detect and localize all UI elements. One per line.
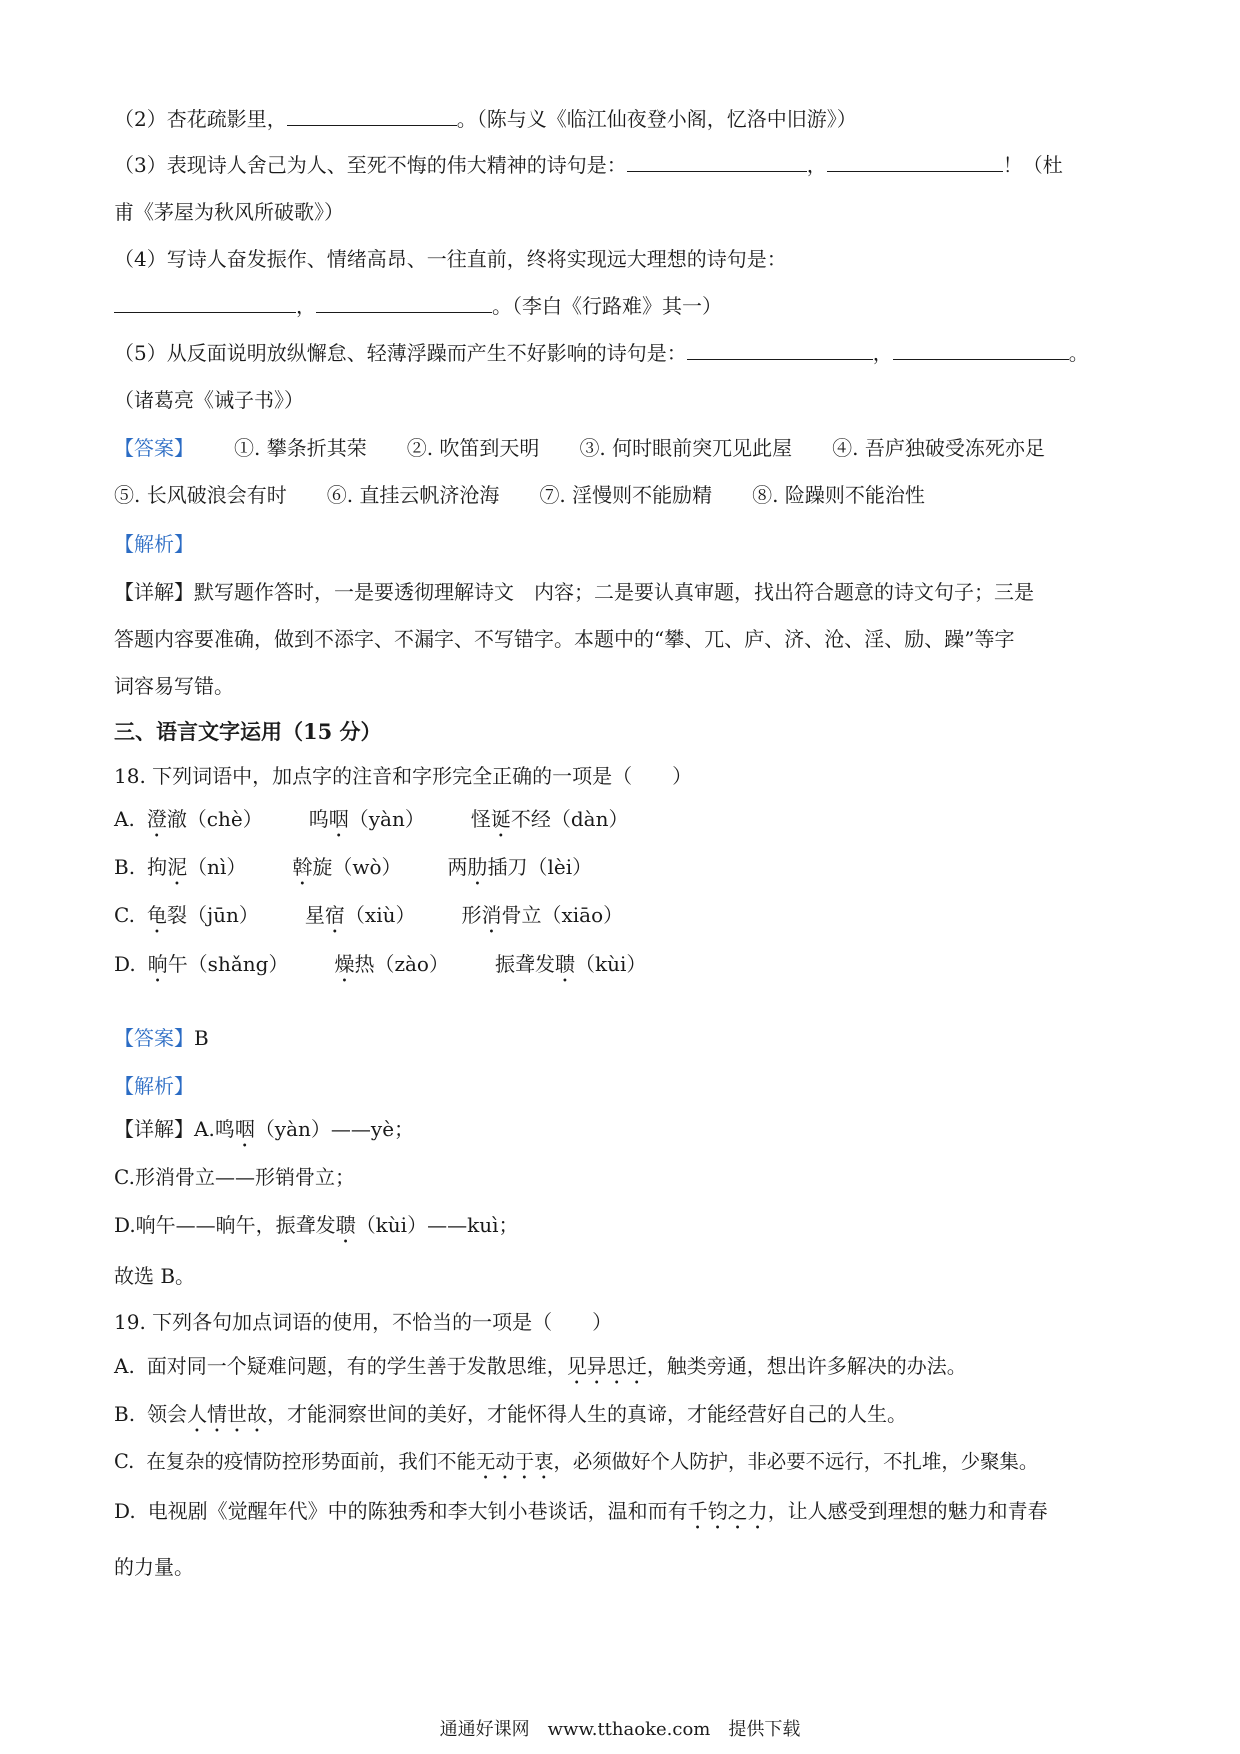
answer-blank [893,341,1069,360]
q19-option-d-cont: 的力量。 [114,1555,194,1579]
option-label: A. [114,807,135,831]
detail-text: 【详解】A.鸣咽（yàn）——yè； [114,1117,415,1141]
q19-option-b: B. 领会人情世故，才能洞察世间的美好，才能怀得人生的真谛，才能经营好自己的人生。 [114,1402,908,1426]
dotted-char: 燥 [334,952,355,976]
item-text: （2）杏花疏影里， [114,107,287,131]
answer-tag: 【答案】 [114,436,194,460]
section-heading: 三、语言文字运用（15 分） [114,719,382,744]
dotted-char: 聩 [335,1213,356,1237]
q17-item-4: （4）写诗人奋发振作、情绪高昂、一往直前，终将实现远大理想的诗句是： [114,247,787,271]
answer-blank [627,153,807,172]
option-label: D. [114,952,136,976]
dotted-char: 诞 [490,807,511,831]
answer-item: ②. 吹笛到天明 [406,436,540,460]
answer-blank [287,107,457,126]
answer-blank [687,341,873,360]
dotted-char: 泥 [167,855,188,879]
q19-option-d: D. 电视剧《觉醒年代》中的陈独秀和李大钊小巷谈话，温和而有千钧之力，让人感受到理想的魅力和青春 [114,1499,1048,1523]
q19-option-c: C. 在复杂的疫情防控形势面前，我们不能无动于衷，必须做好个人防护，非必要不远行，不扎堆，少聚集。 [114,1450,1039,1473]
dotted-char: 晌 [147,952,168,976]
answer-item: ③. 何时眼前突兀见此屋 [579,436,793,460]
option-label: B. [114,855,136,879]
q17-item-2 [114,105,1130,133]
q18-answer [114,1024,1130,1052]
dotted-char: 咽 [234,1117,255,1141]
conclusion-text: 故选 B。 [114,1264,196,1288]
dotted-char: 宿 [324,903,345,927]
dotted-phrase: 千钧之力 [687,1499,768,1523]
answer-blank [316,294,492,313]
detail-text: D.响午——晌午，振聋发聩（kùi）——kuì； [114,1213,519,1237]
q17-answers-row-2 [114,481,1130,509]
item-text: （3）表现诗人舍己为人、至死不悔的伟大精神的诗句是： [114,153,627,177]
answer-item: ⑧. 险躁则不能治性 [752,483,925,507]
option-label: C. [114,903,135,927]
q17-item-5 [114,339,1130,367]
q18-option-c: C. 龟裂（jūn） 星宿（xiù） 形消骨立（xiāo） [114,903,624,927]
option-label: B. [114,1402,136,1426]
q17-item-5-source: （诸葛亮《诫子书》） [114,388,304,412]
item-text: （5）从反面说明放纵懈怠、轻薄浮躁而产生不好影响的诗句是： [114,341,687,365]
dotted-char: 消 [481,903,502,927]
item-source: ！（杜 [1002,153,1063,177]
q18-option-b: B. 拘泥（nì） 斡旋（wò） 两肋插刀（lèi） [114,855,593,879]
dotted-char: 聩 [554,952,575,976]
dotted-phrase: 人情世故 [187,1402,268,1426]
comma: ， [296,294,316,318]
dotted-char: 斡 [292,855,313,879]
q19-option-a: A. 面对同一个疑难问题，有的学生善于发散思维，见异思迁，触类旁通，想出许多解决的办法。 [114,1354,967,1378]
detail-text: 【详解】默写题作答时，一是要透彻理解诗文 内容；二是要认真审题，找出符合题意的诗文句子；三是 [114,580,1034,604]
answer-blank [114,294,296,313]
period: 。 [1068,341,1089,365]
option-label: A. [114,1354,135,1378]
comma: ， [806,153,827,177]
dotted-char: 肋 [467,855,488,879]
dotted-char: 澄 [146,807,167,831]
dotted-char: 龟 [146,903,167,927]
answer-item: ⑥. 直挂云帆济沧海 [326,483,500,507]
option-label: C. [114,1450,135,1473]
q18-option-a: A. 澄澈（chè） 呜咽（yàn） 怪诞不经（dàn） [114,807,629,831]
analysis-tag: 【解析】 [114,1074,194,1098]
answer-tag: 【答案】 [114,1026,194,1050]
detail-text: C.形消骨立——形销骨立； [114,1165,355,1189]
dotted-char: 咽 [328,807,349,831]
item-source: 。（李白《行路难》其一） [492,294,722,318]
analysis-tag: 【解析】 [114,532,194,556]
answer-item: ①. 攀条折其荣 [234,436,367,460]
answer-item: ⑦. 淫慢则不能励精 [539,483,713,507]
page-footer: 通通好课网 www.tthaoke.com 提供下载 [439,1719,801,1740]
item-source: 。（陈与义《临江仙夜登小阁，忆洛中旧游》） [456,107,857,131]
detail-text: 词容易写错。 [114,674,234,698]
q19-stem: 19. 下列各句加点词语的使用，不恰当的一项是（ ） [114,1310,613,1334]
answer-item: ⑤. 长风破浪会有时 [114,483,287,507]
option-label: D. [114,1499,136,1523]
detail-text: 答题内容要准确，做到不添字、不漏字、不写错字。本题中的“攀、兀、庐、济、沧、淫、励、躁”等字 [114,627,1015,651]
answer-blank [827,153,1003,172]
answer-value: B [194,1026,209,1050]
q17-answers-row-1 [114,434,1130,462]
answer-item: ④. 吾庐独破受冻死亦足 [832,436,1045,460]
q18-option-d: D. 晌午（shǎng） 燥热（zào） 振聋发聩（kùi） [114,952,647,976]
q17-item-3-cont: 甫《茅屋为秋风所破歌》） [114,200,344,224]
q17-item-4-blanks [114,292,1130,320]
q18-stem: 18. 下列词语中，加点字的注音和字形完全正确的一项是（ ） [114,764,693,788]
dotted-phrase: 见异思迁 [566,1354,647,1378]
comma: ， [872,341,893,365]
dotted-phrase: 无动于衷 [475,1450,554,1473]
q17-item-3 [114,151,1130,179]
